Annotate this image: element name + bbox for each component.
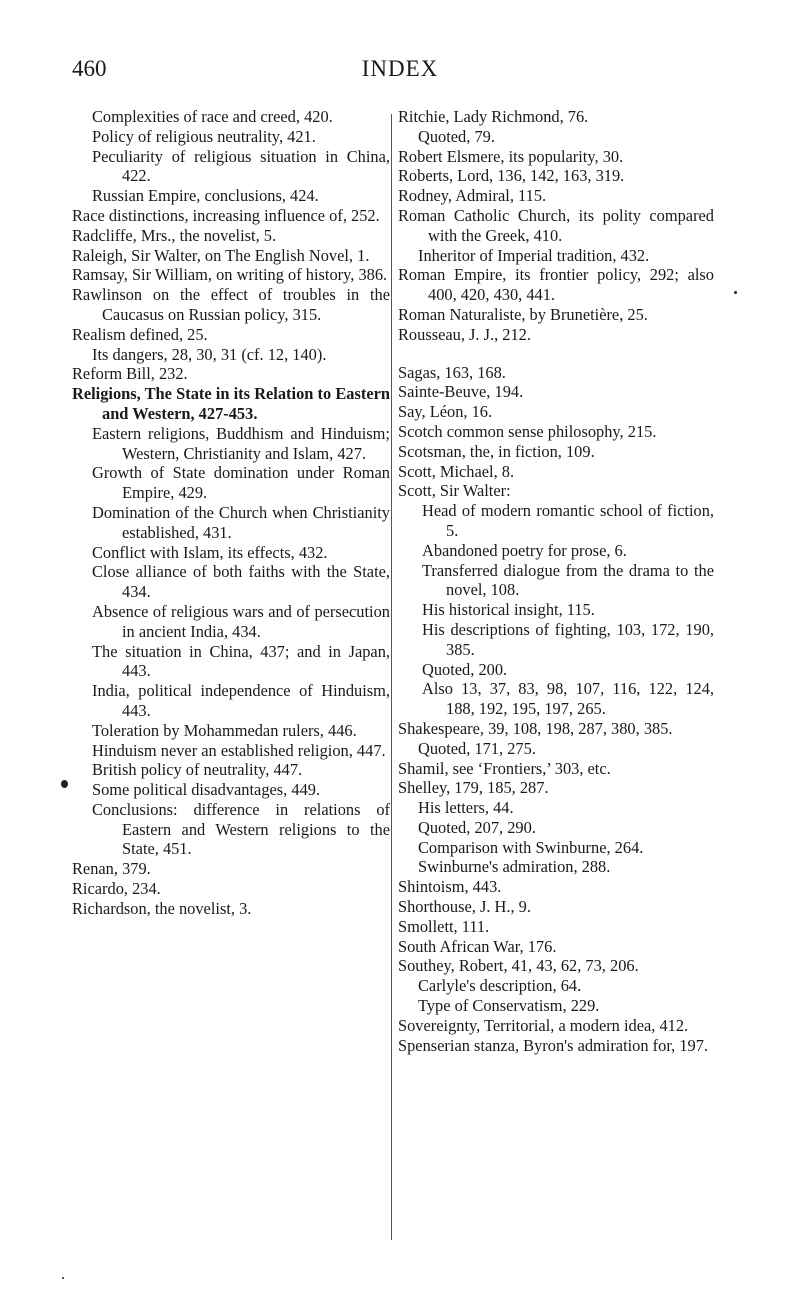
index-entry: Rawlinson on the effect of troubles in the Caucasus on Russian policy, 315. [72, 285, 390, 324]
column-divider [391, 114, 392, 1240]
index-subentry: Eastern religions, Buddhism and Hinduism; Western, Christianity and Islam, 427. [92, 423, 390, 463]
index-entry: Scotsman, the, in fiction, 109. [398, 441, 595, 461]
index-entry: Raleigh, Sir Walter, on The English Novel, 1. [72, 245, 370, 265]
index-subentry: Conclusions: difference in relations of Eastern and Western religions to the State, 451. [92, 799, 390, 859]
index-subentry: Quoted, 200. [422, 659, 508, 679]
index-entry: Say, Léon, 16. [398, 402, 493, 422]
index-entry: Scott, Sir Walter: [398, 481, 511, 501]
page-number: 460 [72, 56, 107, 81]
index-subentry: Russian Empire, conclusions, 424. [92, 186, 319, 206]
index-subentry: Some political disadvantages, 449. [92, 780, 321, 800]
ink-spot [61, 780, 68, 788]
index-entry: South African War, 176. [398, 936, 557, 956]
index-subentry: Quoted, 171, 275. [418, 738, 536, 758]
index-entry: Reform Bill, 232. [72, 364, 188, 384]
index-subentry: Transferred dialogue from the drama to the novel, 108. [422, 560, 714, 600]
index-entry: Religions, The State in its Relation to Eastern and Western, 427-453. [72, 384, 390, 423]
index-subentry: Hinduism never an established religion, 447. [92, 740, 386, 760]
index-subentry: Inheritor of Imperial tradition, 432. [418, 245, 650, 265]
index-subentry: Abandoned poetry for prose, 6. [422, 540, 627, 560]
index-entry: Roman Naturaliste, by Brunetière, 25. [398, 304, 648, 324]
index-entry: Sovereignty, Territorial, a modern idea, 412. [398, 1015, 689, 1035]
index-subentry: Quoted, 207, 290. [418, 817, 536, 837]
index-column-right [398, 107, 714, 1055]
index-entry: Shakespeare, 39, 108, 198, 287, 380, 385. [398, 718, 673, 738]
index-subentry: Domination of the Church when Christianity established, 431. [92, 502, 390, 542]
index-subentry: Comparison with Swinburne, 264. [418, 837, 644, 857]
index-subentry: Type of Conservatism, 229. [418, 996, 600, 1016]
index-entry: Sagas, 163, 168. [398, 362, 506, 382]
index-entry: Spenserian stanza, Byron's admiration for, 197. [398, 1035, 709, 1055]
index-entry: Ramsay, Sir William, on writing of history, 386. [72, 265, 388, 285]
index-subentry: Also 13, 37, 83, 98, 107, 116, 122, 124, 188, 192, 195, 197, 265. [422, 679, 714, 719]
index-subentry: His descriptions of fighting, 103, 172, 190, 385. [422, 619, 714, 659]
index-entry: Rousseau, J. J., 212. [398, 324, 531, 344]
index-entry: Shorthouse, J. H., 9. [398, 897, 531, 917]
index-subentry: India, political independence of Hinduism, 443. [92, 681, 390, 720]
index-subentry: Absence of religious wars and of persecution in ancient India, 434. [92, 601, 390, 641]
page-title: INDEX [361, 56, 439, 81]
index-subentry: Toleration by Mohammedan rulers, 446. [92, 720, 357, 740]
index-subentry: Policy of religious neutrality, 421. [92, 126, 316, 146]
index-entry: Ricardo, 234. [72, 879, 161, 899]
index-entry: Sainte-Beuve, 194. [398, 382, 524, 402]
index-entry: Ritchie, Lady Richmond, 76. [398, 107, 589, 126]
index-entry: Robert Elsmere, its popularity, 30. [398, 146, 624, 166]
index-subentry: Peculiarity of religious situation in China, 422. [92, 146, 390, 186]
index-entry: Roberts, Lord, 136, 142, 163, 319. [398, 166, 625, 186]
index-subentry: His historical insight, 115. [422, 600, 595, 620]
index-subentry: Complexities of race and creed, 420. [92, 107, 333, 126]
section-gap [398, 345, 714, 363]
index-subentry: His letters, 44. [418, 798, 514, 818]
index-entry: Scott, Michael, 8. [398, 461, 515, 481]
ink-spot [734, 291, 737, 294]
index-entry: Southey, Robert, 41, 43, 62, 73, 206. [398, 956, 639, 976]
index-entry: Shelley, 179, 185, 287. [398, 778, 549, 798]
index-column-left [72, 107, 390, 919]
index-entry: Shamil, see ‘Frontiers,’ 303, etc. [398, 758, 611, 778]
index-subentry: Head of modern romantic school of fiction, 5. [422, 501, 714, 540]
index-subentry: Conflict with Islam, its effects, 432. [92, 542, 328, 562]
index-entry: Roman Empire, its frontier policy, 292; also 400, 420, 430, 441. [398, 265, 714, 305]
index-entry: Radcliffe, Mrs., the novelist, 5. [72, 225, 277, 245]
index-subentry: The situation in China, 437; and in Japan, 443. [92, 641, 390, 681]
index-subentry: Its dangers, 28, 30, 31 (cf. 12, 140). [92, 344, 327, 364]
index-entry: Rodney, Admiral, 115. [398, 186, 547, 206]
index-entry: Realism defined, 25. [72, 324, 208, 344]
index-subentry: Close alliance of both faiths with the State, 434. [92, 562, 390, 602]
index-subentry: Swinburne's admiration, 288. [418, 857, 611, 877]
index-subentry: Quoted, 79. [418, 126, 495, 146]
ink-spot [62, 1277, 64, 1279]
index-entry: Smollett, 111. [398, 916, 490, 936]
index-entry: Richardson, the novelist, 3. [72, 898, 252, 918]
index-subentry: Growth of State domination under Roman Empire, 429. [92, 463, 390, 503]
index-entry: Shintoism, 443. [398, 877, 502, 897]
index-subentry: Carlyle's description, 64. [418, 976, 582, 996]
index-entry: Scotch common sense philosophy, 215. [398, 421, 657, 441]
index-entry: Roman Catholic Church, its polity compared with the Greek, 410. [398, 205, 714, 245]
index-subentry: British policy of neutrality, 447. [92, 760, 303, 780]
page-header [0, 56, 800, 86]
index-entry: Race distinctions, increasing influence of, 252. [72, 205, 380, 225]
index-entry: Renan, 379. [72, 859, 151, 879]
